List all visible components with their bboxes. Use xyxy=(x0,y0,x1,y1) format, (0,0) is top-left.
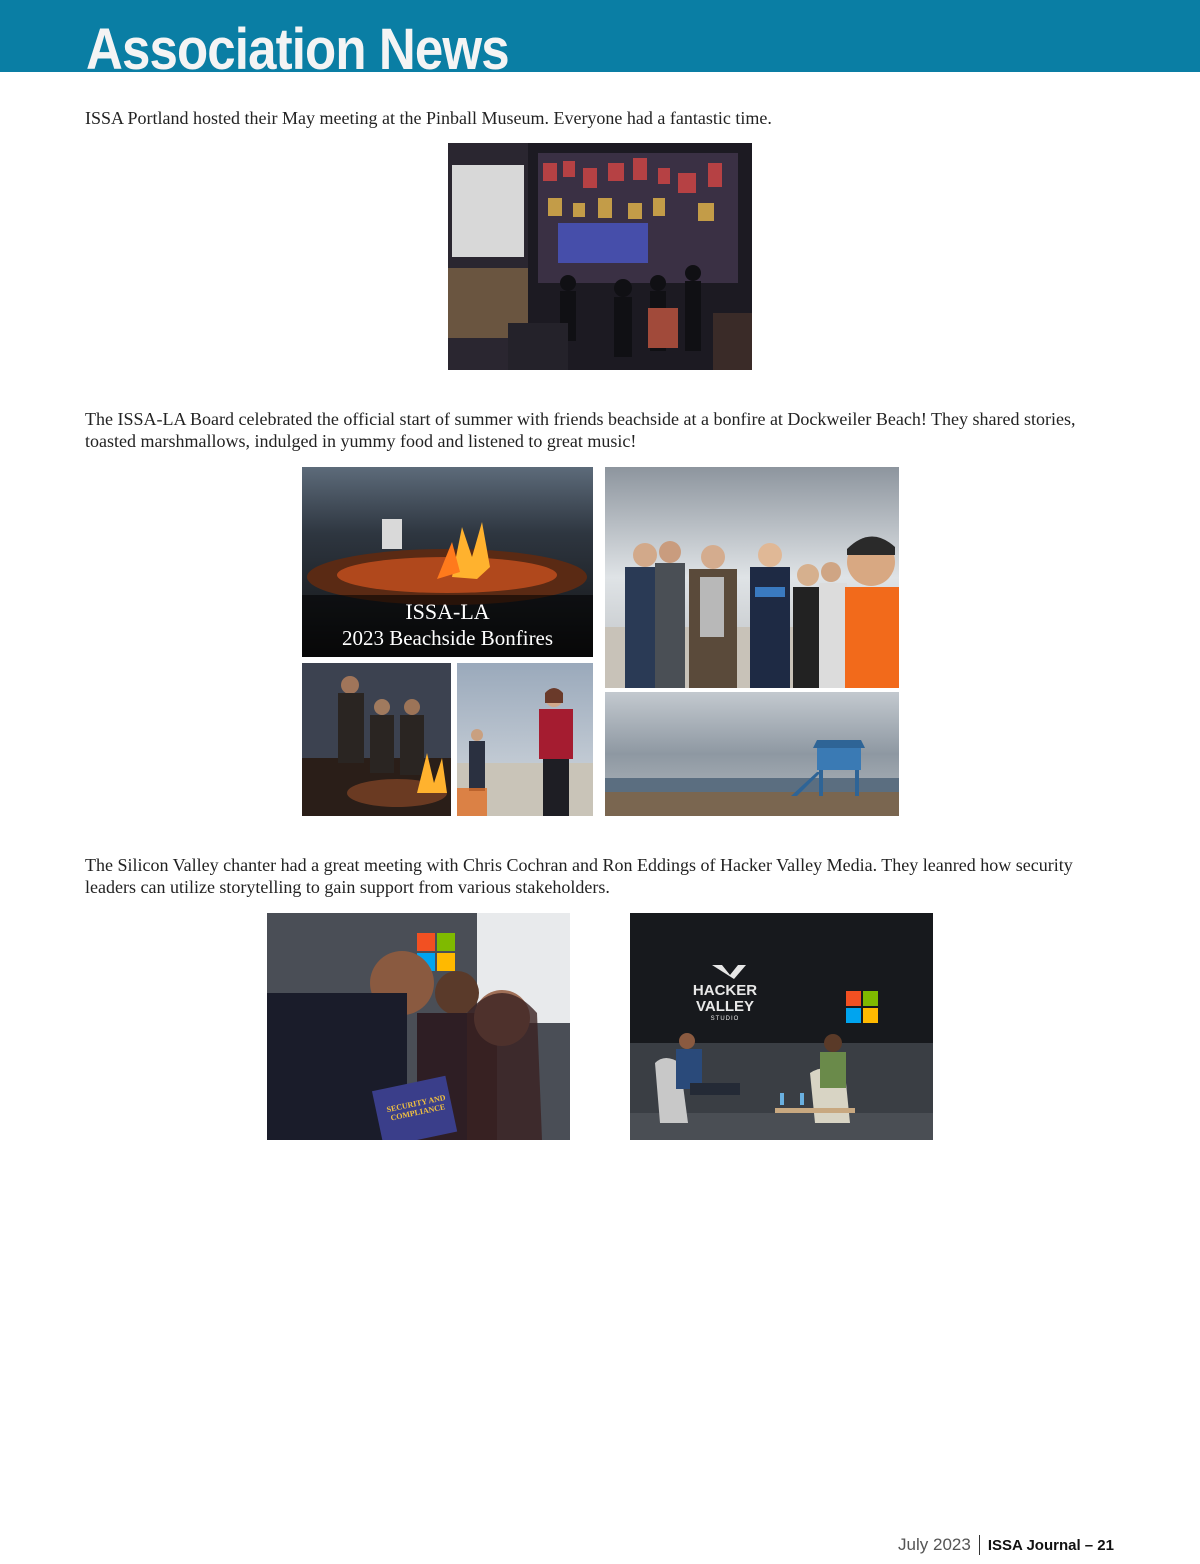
book-title: SECURITY AND COMPLIANCE xyxy=(385,1092,447,1123)
issa-la-paragraph: The ISSA-LA Board celebrated the official start of summer with friends beachside at a bonfire at Dockweiler Beach! They shared stories, toasted marshmallows, indulged in yummy food and listened to great music! xyxy=(85,409,1076,451)
page-title: Association News xyxy=(86,17,509,72)
beach-group-selfie-photo xyxy=(605,467,899,688)
page-footer xyxy=(898,1534,1114,1556)
fire-pit-night-photo xyxy=(302,663,451,816)
footer-divider xyxy=(979,1535,980,1555)
studio-logo xyxy=(692,983,758,1023)
journal-page-number: ISSA Journal – 21 xyxy=(987,1536,1114,1554)
bonfire-caption-line2: 2023 Beachside Bonfires xyxy=(341,626,554,650)
issue-date: July 2023 xyxy=(898,1535,971,1554)
bonfire-title-photo xyxy=(302,467,593,657)
bonfire-caption-line1: ISSA-LA xyxy=(405,599,490,624)
portland-paragraph: ISSA Portland hosted their May meeting at the Pinball Museum. Everyone had a fantastic time. xyxy=(85,108,772,128)
hacker-valley-panel-photo xyxy=(630,913,933,1140)
book-signing-selfie-photo xyxy=(267,913,570,1140)
studio-logo-line2: VALLEY xyxy=(695,998,755,1015)
marshmallow-toasting-photo xyxy=(457,663,593,816)
lifeguard-tower-photo xyxy=(605,692,899,816)
studio-logo-line3: STUDIO xyxy=(710,1016,740,1022)
header-banner xyxy=(0,0,1200,72)
studio-logo-line1: HACKER xyxy=(692,982,758,999)
silicon-valley-paragraph: The Silicon Valley chanter had a great meeting with Chris Cochran and Ron Eddings of Hacker Valley Media. They leanred how security leaders can utilize storytelling to gain support from various stakeholders. xyxy=(85,855,1073,897)
pinball-museum-photo xyxy=(448,143,752,370)
